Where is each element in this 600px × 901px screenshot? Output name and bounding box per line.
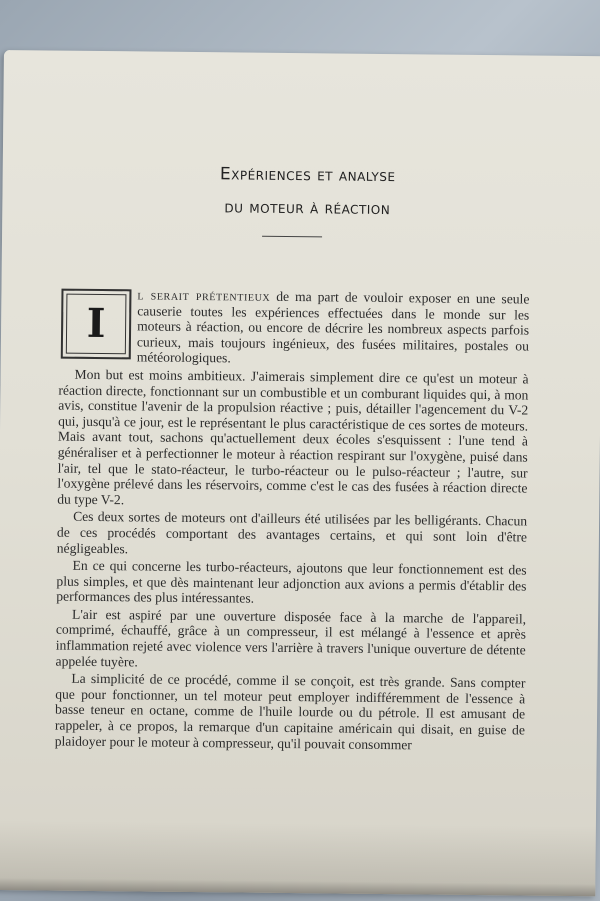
paragraph-1	[59, 287, 530, 370]
paragraph-1-text: de ma part de vouloir exposer en une seule causerie toutes les expériences effectuées dans le monde sur les moteurs à réaction, ou encore de décrire les nombreux aspects parfois curieux, mais toujours ingénieux, des fusées militaires, postales ou météorologiques.	[136, 288, 530, 366]
title-divider	[262, 236, 322, 238]
lead-in: l serait prétentieux	[137, 287, 271, 304]
paragraph-6: La simplicité de ce procédé, comme il se conçoit, est très grande. Sans compter que pour fonctionner, un tel moteur peut employer indifféremment de l'essence à basse teneur en octane, comme de l'huile lourde ou du pétrole. Il est amusant de rappeler, à ce propos, la remarque d'un capitaine américain qui disait, en guise de plaidoyer pour le moteur à compresseur, qu'il pouvait consommer	[54, 670, 526, 752]
paragraph-2: Mon but est moins ambitieux. J'aimerais simplement dire ce qu'est un moteur à réaction directe, fonctionnant sur un combustible et un comburant liquides qui, à mon avis, constitue l'avenir de la propulsion réactive ; puis, détailler l'agencement du V-2 qui, jusqu'à ce jour, est le représentant le plus caractéristique de ces sortes de moteurs. Mais avant tout, sachons qu'actuellement deux écoles s'esquissent : l'une tend à généraliser et à perfectionner le moteur à réaction respirant sur l'oxygène, puisé dans l'air, tel que le stato-réacteur, le turbo-réacteur ou le pulso-réacteur ; l'autre, sur l'oxygène prélevé dans les réservoirs, comme c'est le cas des fusées à réaction directe du type V-2.	[57, 366, 529, 508]
paragraph-5: L'air est aspiré par une ouverture disposée face à la marche de l'appareil, comprimé, échauffé, grâce à un compresseur, il est mélangé à l'essence et après inflammation rejeté avec violence vers l'arrière à travers l'unique ouverture de détente appelée tuyère.	[55, 606, 527, 670]
paragraph-3: Ces deux sortes de moteurs ont d'ailleurs été utilisées par les belligérants. Chacun de ces procédés comportant des avantages certains, et qui sont loin d'être négligeables.	[56, 509, 528, 556]
title-line-2: du moteur à réaction	[224, 197, 391, 220]
drop-cap	[61, 289, 132, 360]
body-text	[55, 287, 530, 756]
title-line-1: Expériences et analyse	[219, 164, 396, 187]
paragraph-4: En ce qui concerne les turbo-réacteurs, ajoutons que leur fonctionnement est des plus simples, et que dès maintenant leur adjonction aux avions a permis d'établir des performances des plus intéressantes.	[56, 557, 527, 606]
chapter-title	[142, 157, 473, 226]
drop-cap-letter: I	[86, 299, 106, 348]
book-page	[0, 50, 600, 896]
